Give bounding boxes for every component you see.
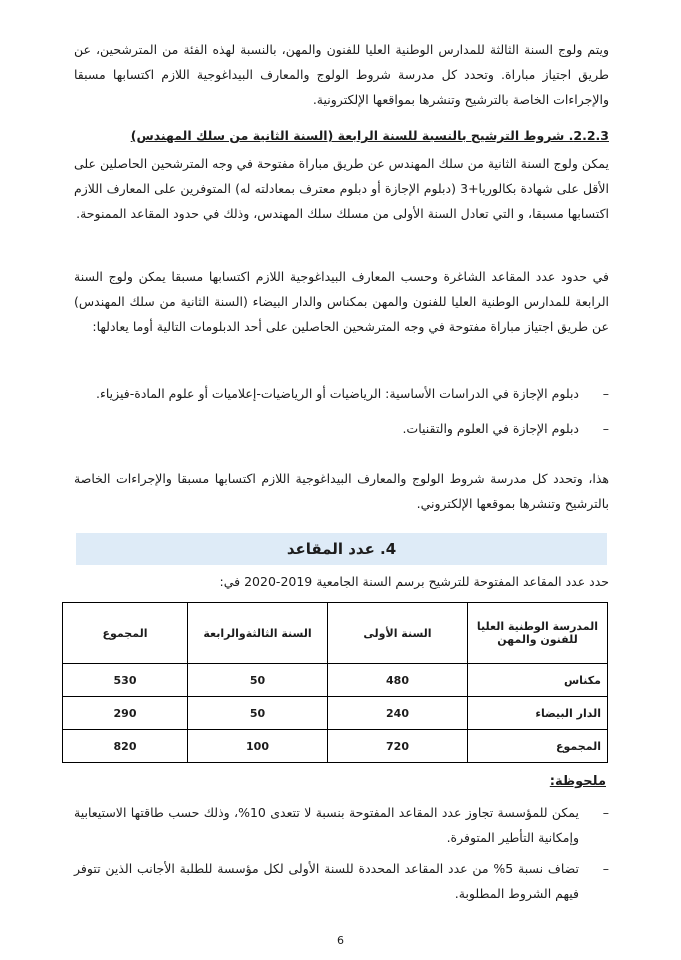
note-title: ملحوظة:	[549, 774, 606, 789]
table-row-total	[63, 730, 608, 763]
cell-value: 50	[188, 664, 328, 697]
list-item	[74, 800, 609, 850]
list-item-text: تضاف نسبة 5% من عدد المقاعد المحددة للسنة الأولى لكل مؤسسة للطلبة الأجانب الذين تتوفر فيهم الشروط المطلوبة.	[74, 861, 580, 901]
list-item-text: يمكن للمؤسسة تجاوز عدد المقاعد المفتوحة بنسبة لا تتعدى 10%، وذلك حسب طاقتها الاستيعابية وإمكانية التأطير المتوفرة.	[74, 805, 580, 845]
cell-value: 530	[63, 664, 188, 697]
list-item-text: دبلوم الإجازة في العلوم والتقنيات.	[402, 421, 579, 436]
list-item	[74, 381, 609, 406]
cell-value: 290	[63, 697, 188, 730]
paragraph-2: في حدود عدد المقاعد الشاغرة وحسب المعارف البيداغوجية اللازم اكتسابها مسبقا يمكن ولوج السنة الرابعة للمدارس الوطنية العليا للفنون والمهن بمكناس والدار البيضاء (السنة الثانية من سلك المهندس) عن طريق اجتياز مباراة مفتوحة في وجه المترشحين الحاصلين على أحد الدبلومات التالية أوما يعادلها:	[74, 269, 609, 334]
header-total: المجموع	[63, 603, 188, 664]
seats-intro: حدد عدد المقاعد المفتوحة للترشيح برسم السنة الجامعية 2019-2020 في:	[219, 574, 609, 589]
dash-bullet: –	[602, 421, 609, 436]
cell-value: 50	[188, 697, 328, 730]
paragraph-1: يمكن ولوج السنة الثانية من سلك المهندس عن طريق مباراة مفتوحة في وجه المترشحين الحاصلين على الأقل على شهادة بكالوريا+3 (دبلوم الإجازة أو دبلوم معترف بمعادلته له) المتوفرين على المعارف اللازم اكتسابها مسبقا، و التي تعادل السنة الأولى من مسلك سلك المهندس، وذلك في حدود المقاعد الممنوحة.	[74, 156, 609, 221]
section-heading-2-2-3: 2.2.3. شروط الترشيح بالنسبة للسنة الرابعة (السنة الثانية من سلك المهندس)	[130, 128, 609, 143]
table-header-row	[63, 603, 608, 664]
page-number: 6	[337, 934, 344, 947]
table-row	[63, 664, 608, 697]
dash-bullet: –	[602, 386, 609, 401]
paragraph-3: هذا، وتحدد كل مدرسة شروط الولوج والمعارف البيداغوجية اللازم اكتسابها مسبقا والإجراءات الخاصة بالترشيح وتنشرها بموقعها الإلكتروني.	[74, 471, 609, 511]
cell-value: 720	[328, 730, 468, 763]
cell-value: 480	[328, 664, 468, 697]
row-label: مكناس	[468, 664, 608, 697]
table-row	[63, 697, 608, 730]
list-item	[74, 416, 609, 441]
intro-paragraph: ويتم ولوج السنة الثالثة للمدارس الوطنية العليا للفنون والمهن، بالنسبة لهذه الفئة من المترشحين، عن طريق اجتياز مباراة. وتحدد كل مدرسة شروط الولوج والمعارف البيداغوجية اللازم اكتسابها مسبقا والإجراءات الخاصة بالترشيح وتنشرها بمواقعها الإلكترونية.	[74, 42, 609, 107]
notes-list	[74, 800, 609, 906]
dash-bullet: –	[602, 861, 609, 876]
section-4-title-bar	[76, 533, 607, 565]
row-label: الدار البيضاء	[468, 697, 608, 730]
cell-value: 240	[328, 697, 468, 730]
row-label: المجموع	[468, 730, 608, 763]
diploma-list	[74, 381, 609, 441]
list-item-text: دبلوم الإجازة في الدراسات الأساسية: الرياضيات أو الرياضيات-إعلاميات أو علوم المادة-فيزياء.	[95, 386, 579, 401]
section-4-title: 4. عدد المقاعد	[286, 540, 397, 558]
dash-bullet: –	[602, 805, 609, 820]
seats-table	[62, 602, 608, 763]
header-first-year: السنة الأولى	[328, 603, 468, 664]
list-item	[74, 856, 609, 906]
header-third-fourth-year: السنة الثالثةوالرابعة	[188, 603, 328, 664]
header-institution: المدرسة الوطنية العليا للفنون والمهن	[468, 603, 608, 664]
cell-value: 100	[188, 730, 328, 763]
cell-value: 820	[63, 730, 188, 763]
